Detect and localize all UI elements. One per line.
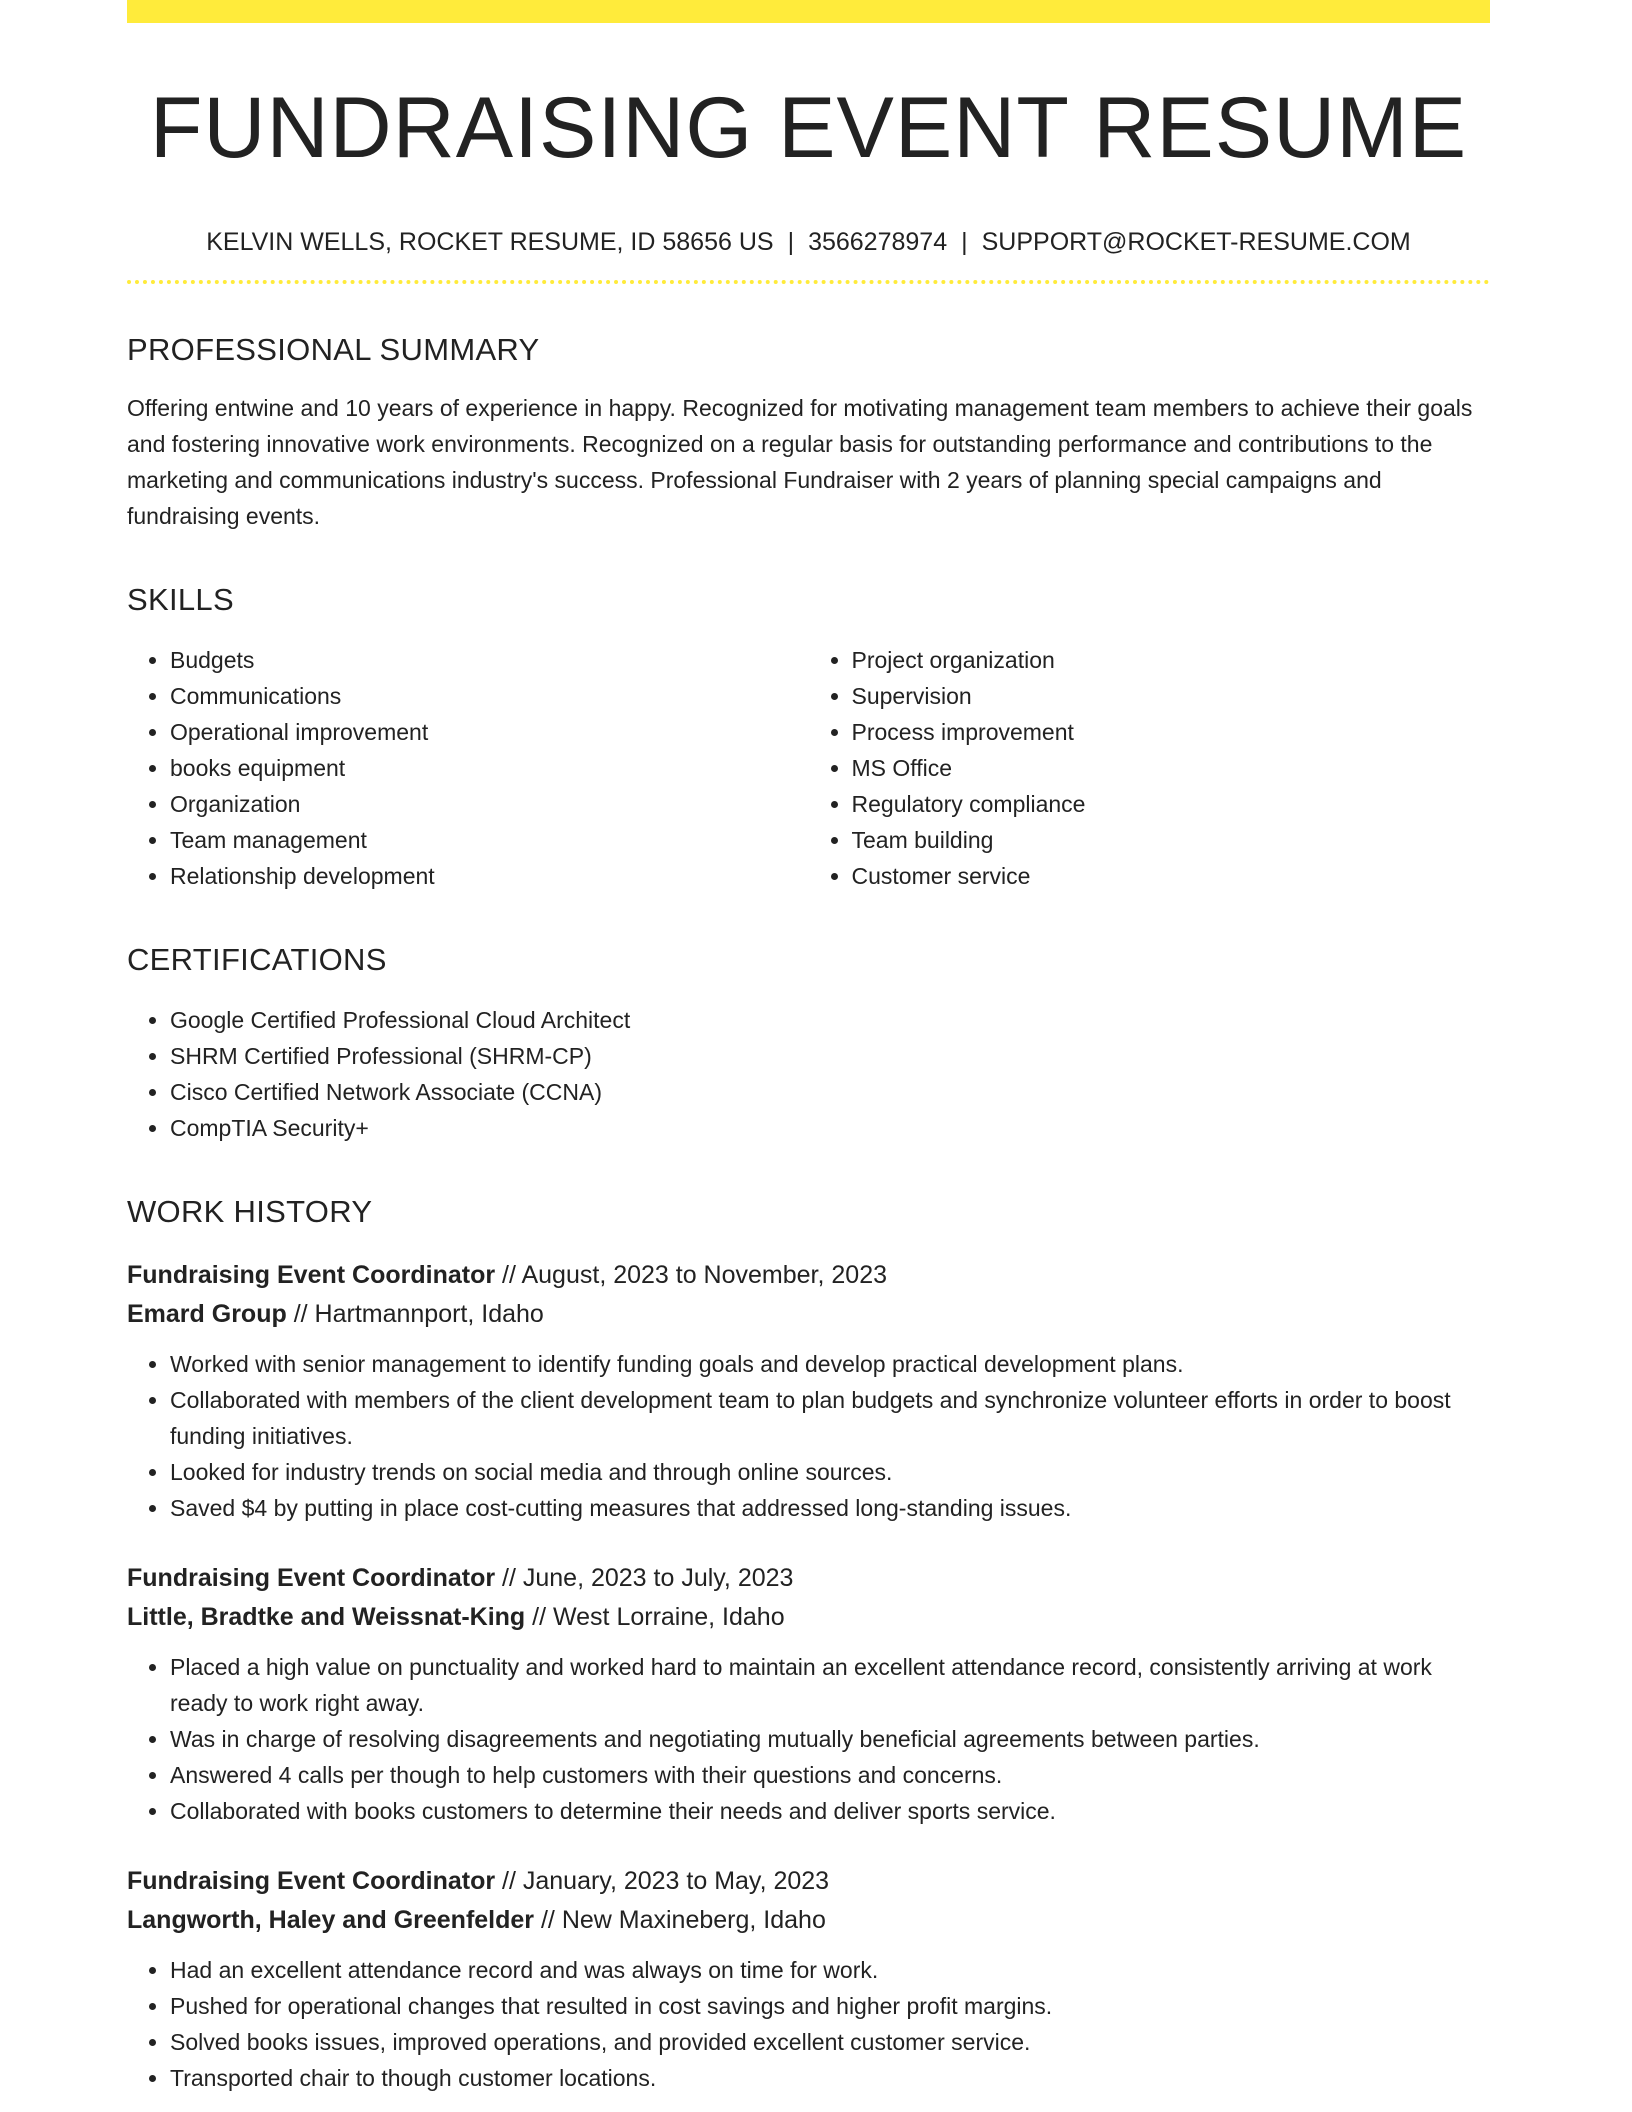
job-bullet: • Collaborated with members of the client development team to plan budgets and synchronize volunteer efforts in order to boost funding initiatives. — [170, 1382, 1490, 1454]
skill-item: • Relationship development — [170, 858, 809, 894]
job-company-line — [127, 1901, 1490, 1940]
skill-item: • Customer service — [852, 858, 1491, 894]
skill-item: • Team management — [170, 822, 809, 858]
skill-item: • MS Office — [852, 750, 1491, 786]
job-entry — [127, 1256, 1490, 1526]
job-bullet: • Transported chair to though customer locations. — [170, 2060, 1490, 2096]
skill-item: • Communications — [170, 678, 809, 714]
job-bullet: • Looked for industry trends on social media and through online sources. — [170, 1454, 1490, 1490]
contact-email: SUPPORT@ROCKET-RESUME.COM — [981, 228, 1411, 256]
job-bullets — [127, 1346, 1490, 1526]
work-history-heading: WORK HISTORY — [127, 1194, 373, 1229]
job-dates: // June, 2023 to July, 2023 — [495, 1564, 794, 1592]
skills-grid — [127, 642, 1490, 894]
job-bullets — [127, 1952, 1490, 2096]
certification-item: • SHRM Certified Professional (SHRM-CP) — [170, 1038, 1490, 1074]
skill-item: • Budgets — [170, 642, 809, 678]
job-location: // Hartmannport, Idaho — [286, 1300, 544, 1328]
job-title-line — [127, 1559, 1490, 1598]
skill-item: • Team building — [852, 822, 1491, 858]
job-bullet: • Placed a high value on punctuality and worked hard to maintain an excellent attendance record, consistently arriving at work ready to work right away. — [170, 1649, 1490, 1721]
job-title-line — [127, 1862, 1490, 1901]
job-bullet: • Had an excellent attendance record and was always on time for work. — [170, 1952, 1490, 1988]
skill-item: • Process improvement — [852, 714, 1491, 750]
job-bullet: • Pushed for operational changes that resulted in cost savings and higher profit margins. — [170, 1988, 1490, 2024]
skill-item: • Regulatory compliance — [852, 786, 1491, 822]
job-company-line — [127, 1295, 1490, 1334]
certification-item: • Cisco Certified Network Associate (CCNA) — [170, 1074, 1490, 1110]
skills-list-right — [809, 642, 1491, 894]
job-bullet: • Saved $4 by putting in place cost-cutting measures that addressed long-standing issues. — [170, 1490, 1490, 1526]
skills-list-left — [127, 642, 809, 894]
certification-item: • Google Certified Professional Cloud Architect — [170, 1002, 1490, 1038]
summary-text: Offering entwine and 10 years of experience in happy. Recognized for motivating management team members to achieve their goals and fostering innovative work environments. Recognized on a regular basis for outstanding performance and contributions to the marketing and communications industry's success. Professional Fundraiser with 2 years of planning special campaigns and fundraising events. — [127, 395, 1473, 529]
job-dates: // August, 2023 to November, 2023 — [495, 1261, 888, 1289]
job-company: Emard Group — [127, 1300, 287, 1328]
job-bullet: • Was in charge of resolving disagreements and negotiating mutually beneficial agreements between parties. — [170, 1721, 1490, 1757]
contact-address: KELVIN WELLS, ROCKET RESUME, ID 58656 US — [206, 228, 774, 256]
skill-item: • books equipment — [170, 750, 809, 786]
job-title: Fundraising Event Coordinator — [127, 1261, 496, 1289]
contact-separator: | — [961, 228, 968, 256]
page-title: FUNDRAISING EVENT RESUME — [149, 80, 1468, 176]
job-title: Fundraising Event Coordinator — [127, 1564, 496, 1592]
job-location: // West Lorraine, Idaho — [525, 1603, 785, 1631]
dotted-divider — [127, 280, 1490, 284]
resume-content — [127, 0, 1490, 2096]
skill-item: • Organization — [170, 786, 809, 822]
job-title: Fundraising Event Coordinator — [127, 1867, 496, 1895]
contact-line — [127, 225, 1490, 259]
contact-phone: 3566278974 — [808, 228, 948, 256]
skills-heading: SKILLS — [127, 582, 234, 617]
job-bullet: • Collaborated with books customers to determine their needs and deliver sports service. — [170, 1793, 1490, 1829]
job-company: Langworth, Haley and Greenfelder — [127, 1906, 535, 1934]
job-company: Little, Bradtke and Weissnat-King — [127, 1603, 526, 1631]
job-dates: // January, 2023 to May, 2023 — [495, 1867, 830, 1895]
contact-separator: | — [787, 228, 795, 256]
job-entry — [127, 1862, 1490, 2096]
job-entry — [127, 1559, 1490, 1829]
job-bullets — [127, 1649, 1490, 1829]
job-company-line — [127, 1598, 1490, 1637]
certification-item: • CompTIA Security+ — [170, 1110, 1490, 1146]
skill-item: • Supervision — [852, 678, 1491, 714]
job-bullet: • Worked with senior management to identify funding goals and develop practical development plans. — [170, 1346, 1490, 1382]
certifications-heading: CERTIFICATIONS — [127, 942, 387, 977]
skill-item: • Project organization — [852, 642, 1491, 678]
job-title-line — [127, 1256, 1490, 1295]
job-bullet: • Answered 4 calls per though to help customers with their questions and concerns. — [170, 1757, 1490, 1793]
job-location: // New Maxineberg, Idaho — [534, 1906, 826, 1934]
job-bullet: • Solved books issues, improved operations, and provided excellent customer service. — [170, 2024, 1490, 2060]
certifications-list — [127, 1002, 1490, 1146]
skill-item: • Operational improvement — [170, 714, 809, 750]
summary-heading: PROFESSIONAL SUMMARY — [127, 332, 540, 367]
